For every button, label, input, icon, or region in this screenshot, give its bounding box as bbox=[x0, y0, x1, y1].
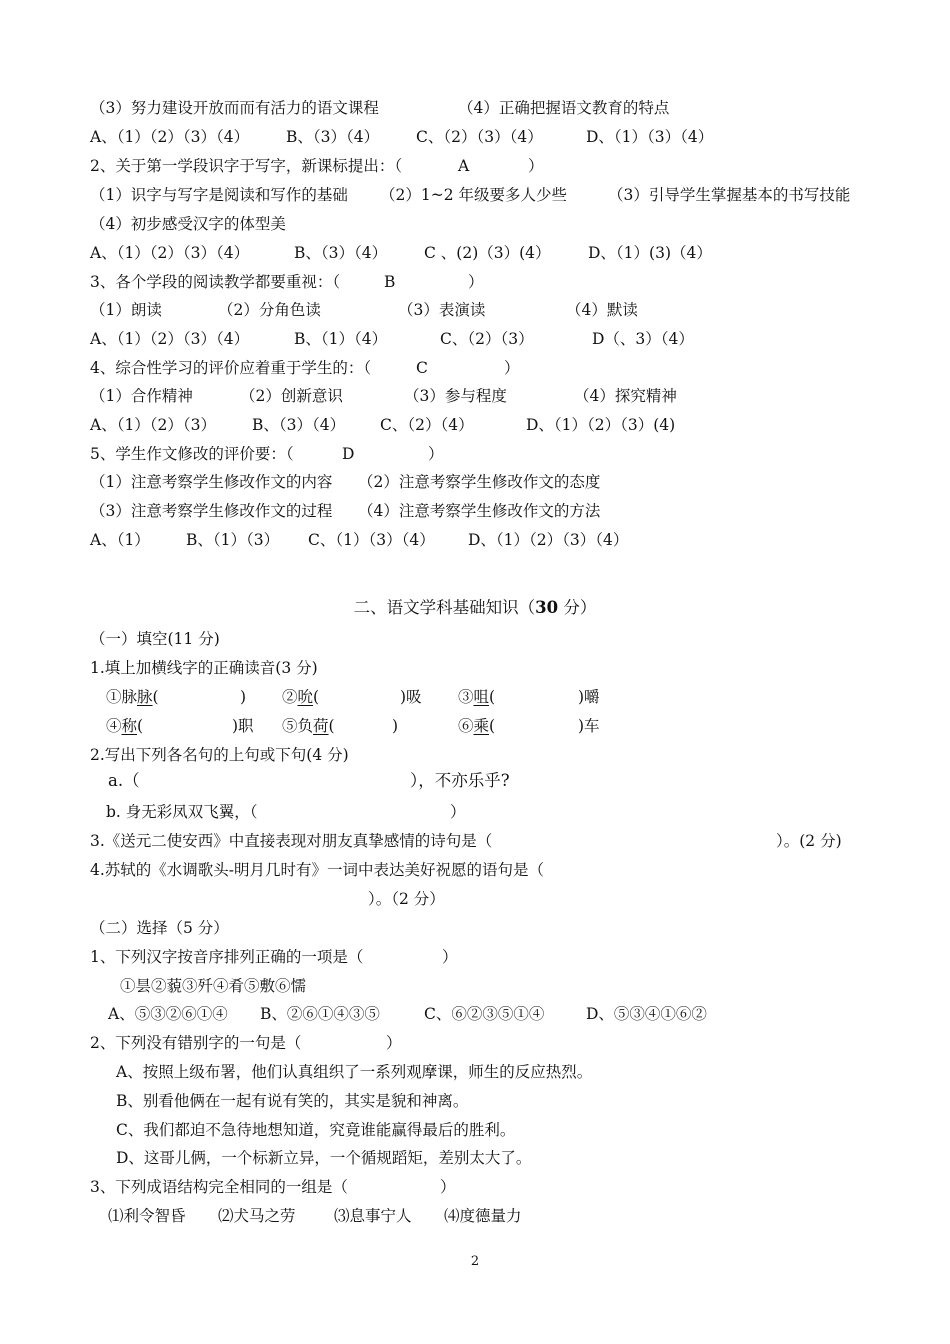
choice-a: A、（1）（2）（3）（4） bbox=[90, 244, 250, 262]
choice-a: A、（1） bbox=[90, 531, 150, 549]
q1-option-4: （4）正确把握语文教育的特点 bbox=[458, 99, 670, 117]
choice-b: B、（3）（4） bbox=[286, 128, 380, 146]
choice-d: D（、3）（4） bbox=[592, 330, 694, 348]
choice-d: D、（1）（2）（3）(4) bbox=[526, 416, 676, 434]
choice-b: B、（1）（3） bbox=[186, 531, 280, 549]
choice-a: A、（1）（2）（3） bbox=[90, 416, 217, 434]
q1-option-3: （3）努力建设开放而而有活力的语文课程 bbox=[90, 99, 379, 117]
page-number: 2 bbox=[470, 1254, 480, 1269]
choice-b: B、②⑥①④③⑤ bbox=[260, 1005, 380, 1023]
choice-d: D、（1）(3)（4） bbox=[588, 244, 712, 262]
choice-b: B、（3）（4） bbox=[252, 416, 346, 434]
choice-b: B、（3）（4） bbox=[294, 244, 388, 262]
choice-d: D、⑤③④①⑥② bbox=[586, 1005, 707, 1023]
choice-a: A、（1）（2）（3）（4） bbox=[90, 330, 250, 348]
choice-a: A、（1）（2）（3）（4） bbox=[90, 128, 250, 146]
choice-a: A、⑤③②⑥①④ bbox=[108, 1005, 228, 1023]
choice-c: C、（2）（3） bbox=[440, 330, 534, 348]
q2-answer: A bbox=[458, 157, 470, 175]
choice-c: C、⑥②③⑤①④ bbox=[424, 1005, 545, 1023]
q3-answer: B bbox=[384, 273, 396, 291]
section-title: 二、语文学科基础知识（30 分） bbox=[353, 598, 597, 617]
choice-d: D、（1）（2）（3）（4） bbox=[468, 531, 629, 549]
choice-c: C、（1）（3）（4） bbox=[308, 531, 435, 549]
choice-b: B、（1）（4） bbox=[294, 330, 388, 348]
q5-answer: D bbox=[342, 445, 355, 463]
choice-c: C 、(2)（3）(4） bbox=[424, 244, 551, 262]
choice-c: C、（2）（3）（4） bbox=[416, 128, 543, 146]
choice-d: D、（1）（3）（4） bbox=[586, 128, 714, 146]
choice-c: C、（2）（4） bbox=[380, 416, 474, 434]
q4-answer: C bbox=[416, 359, 428, 377]
